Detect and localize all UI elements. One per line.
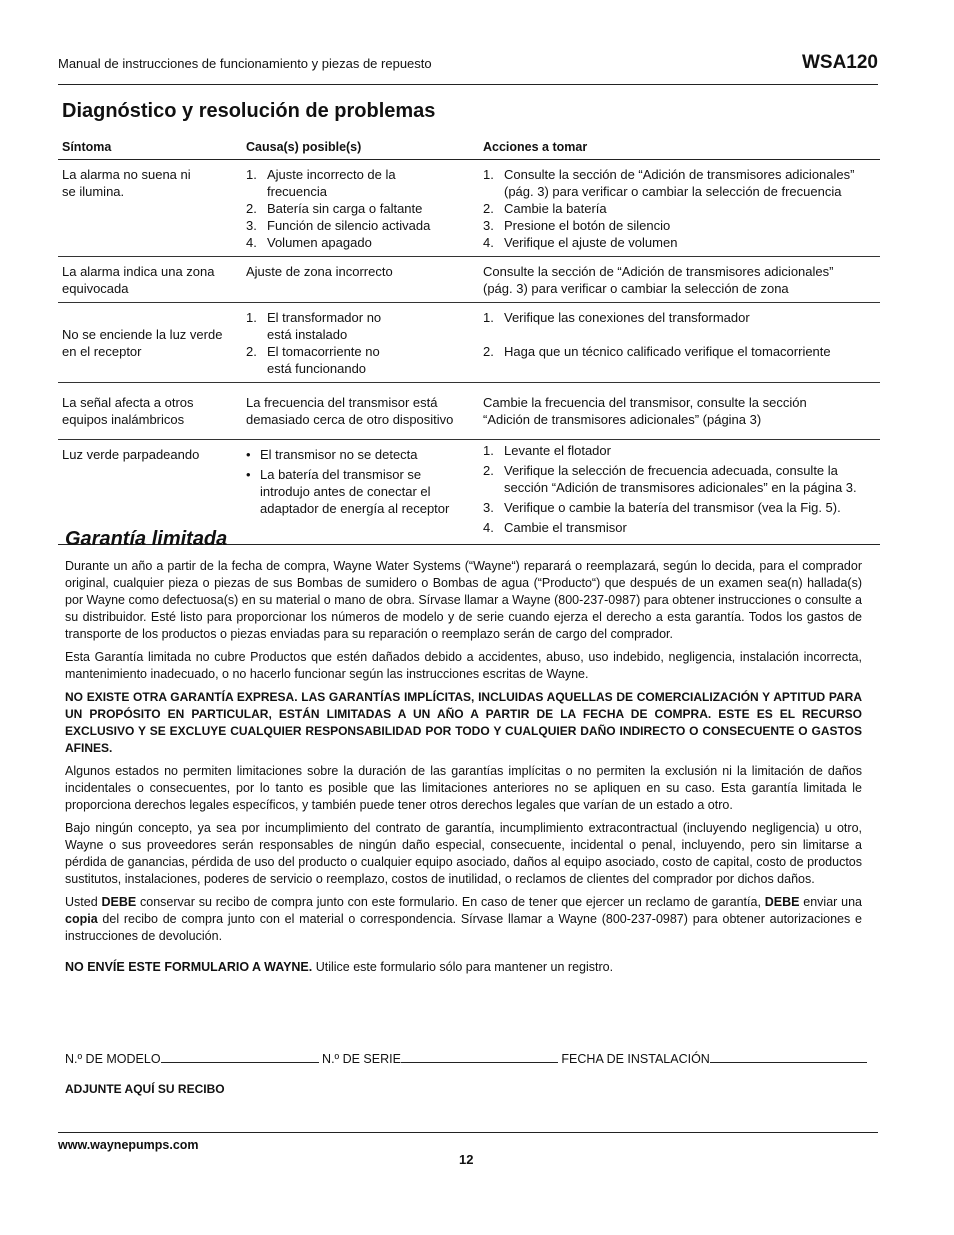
causes-cell — [242, 383, 479, 440]
cause-text: Ajuste de zona incorrecto — [246, 264, 393, 279]
item-number: 2. — [483, 344, 494, 359]
item-number: 4. — [483, 235, 494, 250]
list-item — [483, 442, 876, 459]
manual-title: Manual de instrucciones de funcionamiento y piezas de repuesto — [58, 56, 432, 71]
item-text: Verifique o cambie la batería del transmisor (vea la Fig. 5). — [504, 500, 841, 515]
item-text: El tomacorriente no — [267, 344, 380, 359]
list-item — [246, 200, 475, 217]
warranty-paragraph-receipt — [65, 894, 862, 945]
item-text: El transformador no — [267, 310, 382, 325]
table-row — [58, 303, 880, 383]
text-run: Utilice este formulario sólo para mantener un registro. — [312, 960, 614, 974]
record-form — [65, 1050, 867, 1066]
symptom-line: Luz verde parpadeando — [62, 447, 200, 462]
action-text: (pág. 3) para verificar o cambiar la selección de zona — [483, 281, 789, 296]
model-number-field[interactable] — [161, 1050, 319, 1063]
text-run-bold: DEBE — [764, 895, 800, 909]
causes-cell — [242, 257, 479, 303]
item-number: 1. — [246, 167, 257, 182]
item-number: 2. — [246, 201, 257, 216]
item-text: Presione el botón de silencio — [504, 218, 671, 233]
serial-number-label: N.º DE SERIE — [322, 1052, 401, 1066]
item-text: adaptador de energía al receptor — [260, 501, 450, 516]
text-run-bold: NO ENVÍE ESTE FORMULARIO A WAYNE. — [65, 960, 313, 974]
item-text: Verifique el ajuste de volumen — [504, 235, 678, 250]
symptom-line: No se enciende la luz verde — [62, 327, 223, 342]
item-number: 4. — [483, 520, 494, 535]
actions-cell — [479, 303, 880, 383]
item-text: está funcionando — [267, 361, 367, 376]
list-item — [483, 166, 876, 200]
item-number: 4. — [246, 235, 257, 250]
actions-cell — [479, 440, 880, 545]
item-text: (pág. 3) para verificar o cambiar la selección de frecuencia — [504, 184, 842, 199]
page-header — [58, 54, 878, 85]
cause-text: La frecuencia del transmisor está — [246, 395, 438, 410]
troubleshooting-table — [58, 136, 880, 545]
symptom-cell — [58, 257, 242, 303]
item-text: El transmisor no se detecta — [260, 447, 418, 462]
page-number: 12 — [459, 1152, 474, 1167]
item-text: sección “Adición de transmisores adicionales” en la página 3. — [504, 480, 857, 495]
list-item — [483, 462, 876, 496]
warranty-paragraph: Esta Garantía limitada no cubre Productos que estén dañados debido a accidentes, abuso, uso indebido, negligencia, instalación incorrecta, mantenimiento inadecuado, o no hacerlo funcionar según las instrucciones escritas de Wayne. — [65, 650, 862, 681]
symptom-line: La señal afecta a otros — [62, 395, 194, 410]
symptom-line: La alarma no suena ni — [62, 167, 191, 182]
text-run: Usted — [65, 895, 102, 909]
text-run: del recibo de compra junto con el material o correspondencia. Sírvase llamar a Wayne (800-237-0987) para obtener autorizaciones e instrucciones de devolución. — [65, 912, 862, 943]
item-number: 3. — [483, 218, 494, 233]
install-date-field[interactable] — [710, 1050, 867, 1063]
column-header-causes: Causa(s) posible(s) — [242, 136, 479, 160]
list-item — [483, 200, 876, 217]
text-run-bold: copia — [65, 912, 98, 926]
item-number: 1. — [483, 443, 494, 458]
text-run: conservar su recibo de compra junto con este formulario. En caso de tener que ejercer un reclamo de garantía, — [136, 895, 765, 909]
symptom-line: se ilumina. — [62, 184, 125, 199]
actions-cell — [479, 257, 880, 303]
causes-cell — [242, 303, 479, 383]
item-text: Verifique las conexiones del transformador — [504, 310, 750, 325]
action-text: “Adición de transmisores adicionales” (página 3) — [483, 412, 762, 427]
table-header-row — [58, 136, 880, 160]
column-header-actions: Acciones a tomar — [479, 136, 880, 160]
list-item — [246, 234, 475, 251]
list-item — [246, 466, 475, 517]
item-number: 3. — [246, 218, 257, 233]
symptom-line: La alarma indica una zona — [62, 264, 215, 279]
list-item — [483, 343, 876, 360]
item-text: Ajuste incorrecto de la — [267, 167, 396, 182]
item-text: La batería del transmisor se — [260, 467, 422, 482]
cause-text: demasiado cerca de otro dispositivo — [246, 412, 454, 427]
list-item — [246, 309, 475, 343]
warranty-paragraph-notice — [65, 959, 862, 976]
item-text: Haga que un técnico calificado verifique el tomacorriente — [504, 344, 831, 359]
text-run: enviar una — [799, 895, 862, 909]
item-number: 1. — [246, 310, 257, 325]
symptom-cell — [58, 160, 242, 257]
symptom-cell — [58, 383, 242, 440]
item-text: Consulte la sección de “Adición de transmisores adicionales” — [504, 167, 855, 182]
item-number: 2. — [483, 463, 494, 478]
warranty-disclaimer: NO EXISTE OTRA GARANTÍA EXPRESA. LAS GARANTÍAS IMPLÍCITAS, INCLUIDAS AQUELLAS DE COMERCIALIZACIÓN Y APTITUD PARA UN PROPÓSITO EN PARTICULAR, ESTÁN LIMITADAS A UN AÑO A PARTIR DE LA FECHA DE COMPRA. ESTE ES EL RECURSO EXCLUSIVO Y SE EXCLUYE CUALQUIER RESPONSABILIDAD POR TODO Y CUALQUIER DAÑO INDIRECTO O CONSECUENTE O GASTOS AFINES. — [65, 690, 862, 755]
item-number: 2. — [246, 344, 257, 359]
table-row — [58, 257, 880, 303]
item-number: 2. — [483, 201, 494, 216]
attach-receipt-label: ADJUNTE AQUÍ SU RECIBO — [65, 1082, 225, 1096]
warranty-title: Garantía limitada — [65, 528, 228, 550]
list-item — [246, 217, 475, 234]
footer-divider — [58, 1132, 878, 1133]
item-text: Batería sin carga o faltante — [267, 201, 423, 216]
list-item — [483, 309, 876, 326]
causes-cell — [242, 160, 479, 257]
list-item — [483, 499, 876, 516]
table-row — [58, 383, 880, 440]
item-text: Cambie la batería — [504, 201, 607, 216]
item-text: Función de silencio activada — [267, 218, 431, 233]
warranty-paragraph: Algunos estados no permiten limitaciones sobre la duración de las garantías implícitas o no permiten la exclusión ni la limitación de daños incidentales o consecuentes, por lo tanto es posible que las limitaciones anteriores no se apliquen en su caso. Esta garantía limitada le proporciona derechos legales específicos, y también puede tener otros derechos legales que varían de un estado a otro. — [65, 764, 862, 812]
item-text: Levante el flotador — [504, 443, 611, 458]
action-text: Consulte la sección de “Adición de transmisores adicionales” — [483, 264, 834, 279]
symptom-line: equivocada — [62, 281, 129, 296]
item-text: frecuencia — [267, 184, 327, 199]
list-item — [246, 166, 475, 200]
item-text: introdujo antes de conectar el — [260, 484, 431, 499]
warranty-paragraph: Bajo ningún concepto, ya sea por incumplimiento del contrato de garantía, incumplimiento extracontractual (incluyendo negligencia) u otro, Wayne o sus proveedores serán responsables de ningún daño especial, consecuente, incidental o penal, incluyendo, pero sin limitarse a pérdida de ganancias, pérdida de uso del producto o cualquier equipo asociado, daños al equipo asociado, costo de capital, costo de productos sustitutos, instalaciones, poderes de servicio o reemplazo, costos de inutilidad, o reclamos de clientes del comprador por dichos daños. — [65, 821, 862, 886]
warranty-body — [65, 558, 862, 982]
list-item — [246, 343, 475, 377]
serial-number-field[interactable] — [401, 1050, 558, 1063]
list-item — [483, 217, 876, 234]
item-text: Volumen apagado — [267, 235, 372, 250]
actions-cell — [479, 160, 880, 257]
item-text: está instalado — [267, 327, 348, 342]
list-item — [483, 519, 876, 536]
warranty-paragraph: Durante un año a partir de la fecha de compra, Wayne Water Systems (“Wayne“) reparará o reemplazará, según lo decida, para el comprador original, cualquier pieza o piezas de sus Bombas de sumidero o Bombas de agua (“Producto“) que después de un examen sea(n) hallada(s) por Wayne como defectuosa(s) en su material o mano de obra. Sírvase llamar a Wayne (800-237-0987) para obtener instrucciones o consulte a su distribuidor. Esté listo para proporcionar los números de modelo y de serie cuando ejerza el derecho a esta garantía. Todos los gastos de transporte de los productos o piezas enviadas para su reparación o reemplazo serán de cargo del comprador. — [65, 559, 862, 641]
website-link[interactable]: www.waynepumps.com — [58, 1138, 199, 1152]
item-text: Cambie el transmisor — [504, 520, 627, 535]
text-run-bold: DEBE — [101, 895, 137, 909]
item-text: Verifique la selección de frecuencia adecuada, consulte la — [504, 463, 838, 478]
action-text: Cambie la frecuencia del transmisor, consulte la sección — [483, 395, 807, 410]
actions-cell — [479, 383, 880, 440]
causes-cell — [242, 440, 479, 545]
item-number: 1. — [483, 310, 494, 325]
item-number: 1. — [483, 167, 494, 182]
symptom-cell — [58, 303, 242, 383]
model-number-label: N.º DE MODELO — [65, 1052, 161, 1066]
symptom-line: en el receptor — [62, 344, 142, 359]
install-date-label: FECHA DE INSTALACIÓN — [561, 1052, 710, 1066]
symptom-line: equipos inalámbricos — [62, 412, 185, 427]
table-row — [58, 160, 880, 257]
troubleshooting-title: Diagnóstico y resolución de problemas — [62, 100, 436, 122]
item-number: 3. — [483, 500, 494, 515]
column-header-symptom: Síntoma — [58, 136, 242, 160]
list-item — [246, 446, 475, 463]
model-number: WSA120 — [801, 52, 878, 73]
list-item — [483, 234, 876, 251]
